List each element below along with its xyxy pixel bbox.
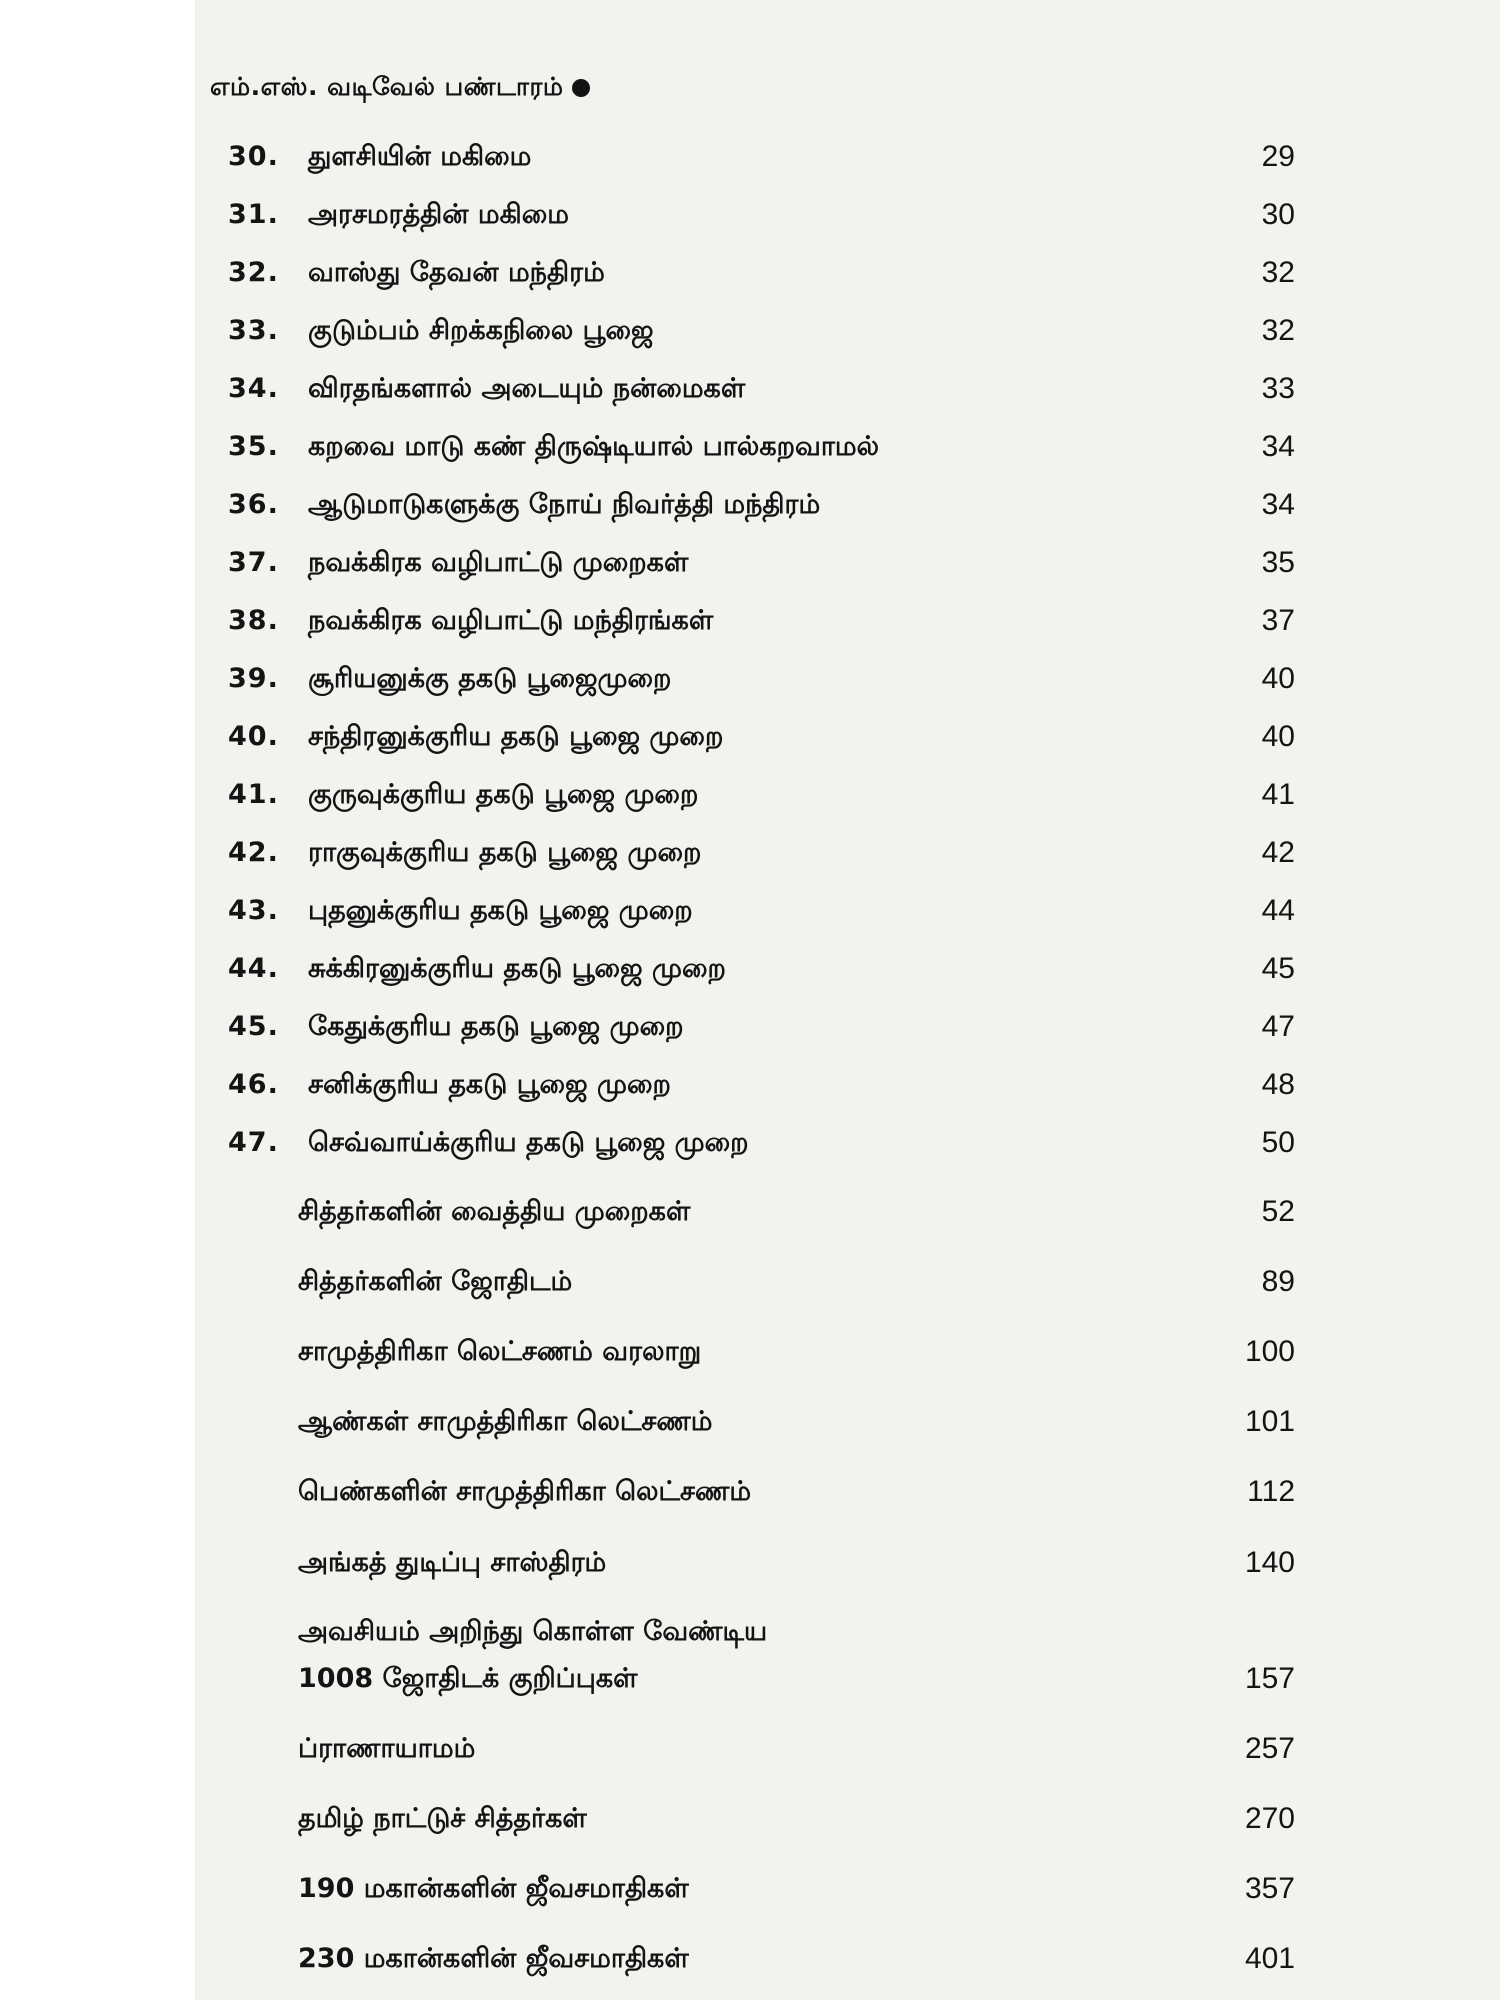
entry-title: ப்ராணாயாமம் [298,1733,476,1764]
entry-title: அரசமரத்தின் மகிமை [308,199,569,230]
entry-number: 46. [228,1069,279,1100]
entry-page: 40 [1261,662,1295,695]
entry-page: 52 [1261,1195,1295,1228]
entry-number: 38. [228,605,279,636]
entry-number: 35. [228,431,279,462]
toc-entry-samudrika-men [0,1400,1500,1444]
entry-page: 30 [1261,198,1295,231]
entry-title: ஆடுமாடுகளுக்கு நோய் நிவர்த்தி மந்திரம் [308,489,821,520]
toc-entry-31 [0,193,1500,237]
entry-page: 34 [1261,430,1295,463]
entry-title: சனிக்குரிய தகடு பூஜை முறை [308,1069,671,1100]
entry-number: 33. [228,315,279,346]
toc-entry-44 [0,947,1500,991]
toc-entry-samudrika-women [0,1470,1500,1514]
entry-page: 48 [1261,1068,1295,1101]
entry-title: ராகுவுக்குரிய தகடு பூஜை முறை [308,837,702,868]
entry-page: 41 [1261,778,1295,811]
entry-page: 50 [1261,1126,1295,1159]
entry-title: சந்திரனுக்குரிய தகடு பூஜை முறை [308,721,724,752]
entry-page: 42 [1261,836,1295,869]
toc-entry-46 [0,1063,1500,1107]
toc-entry-36 [0,483,1500,527]
entry-page: 270 [1244,1802,1295,1835]
entry-number: 36. [228,489,279,520]
toc-entry-190-jeevasamadhi [0,1867,1500,1911]
toc-entry-jothida-notes-line2 [0,1657,1500,1701]
entry-title: கறவை மாடு கண் திருஷ்டியால் பால்கறவாமல் [308,431,880,462]
entry-title: சித்தர்களின் ஜோதிடம் [298,1266,573,1297]
entry-number: 31. [228,199,279,230]
entry-page: 34 [1261,488,1295,521]
toc-entry-samudrika-history [0,1330,1500,1374]
toc-entry-37 [0,541,1500,585]
entry-page: 35 [1261,546,1295,579]
entry-title: செவ்வாய்க்குரிய தகடு பூஜை முறை [308,1127,749,1158]
toc-entry-tamil-siddhars [0,1797,1500,1841]
toc-entry-40 [0,715,1500,759]
toc-entry-41 [0,773,1500,817]
entry-title: 230 மகான்களின் ஜீவசமாதிகள் [298,1943,689,1974]
entry-page: 257 [1244,1732,1295,1765]
entry-number: 45. [228,1011,279,1042]
toc-entry-siddhar-medicine [0,1190,1500,1234]
entry-page: 37 [1261,604,1295,637]
entry-page: 32 [1261,314,1295,347]
toc-entry-39 [0,657,1500,701]
entry-title: ஆண்கள் சாமுத்திரிகா லெட்சணம் [298,1406,713,1437]
toc-entry-38 [0,599,1500,643]
entry-number: 43. [228,895,279,926]
entry-page: 112 [1247,1475,1295,1508]
toc-entry-32 [0,251,1500,295]
toc-entry-43 [0,889,1500,933]
toc-entry-30 [0,135,1500,179]
toc-entry-siddhar-astrology [0,1260,1500,1304]
entry-number: 34. [228,373,279,404]
toc-entry-47 [0,1121,1500,1165]
entry-page: 44 [1261,894,1295,927]
entry-page: 45 [1261,952,1295,985]
entry-page: 32 [1261,256,1295,289]
entry-page: 100 [1244,1335,1295,1368]
entry-title: அங்கத் துடிப்பு சாஸ்திரம் [298,1547,607,1578]
toc-entry-anga-thudippu [0,1541,1500,1585]
entry-number: 44. [228,953,279,984]
entry-title: கேதுக்குரிய தகடு பூஜை முறை [308,1011,684,1042]
entry-title: புதனுக்குரிய தகடு பூஜை முறை [308,895,693,926]
entry-title: நவக்கிரக வழிபாட்டு முறைகள் [308,547,689,578]
entry-page: 157 [1244,1662,1295,1695]
entry-page: 140 [1244,1546,1295,1579]
entry-title: துளசியின் மகிமை [308,141,532,172]
entry-number: 32. [228,257,279,288]
entry-title-line2: 1008 ஜோதிடக் குறிப்புகள் [298,1663,638,1694]
toc-entry-pranayamam [0,1727,1500,1771]
entry-title: விரதங்களால் அடையும் நன்மைகள் [308,373,746,404]
toc-entry-jothida-notes-line1 [0,1610,1500,1654]
entry-page: 40 [1261,720,1295,753]
toc-entry-35 [0,425,1500,469]
toc-entry-230-jeevasamadhi [0,1937,1500,1981]
entry-number: 30. [228,141,279,172]
entry-title: சூரியனுக்கு தகடு பூஜைமுறை [308,663,672,694]
entry-page: 29 [1261,140,1295,173]
entry-title: சாமுத்திரிகா லெட்சணம் வரலாறு [298,1336,702,1367]
entry-title: வாஸ்து தேவன் மந்திரம் [308,257,605,288]
entry-page: 401 [1244,1942,1295,1975]
entry-page: 47 [1261,1010,1295,1043]
entry-title: பெண்களின் சாமுத்திரிகா லெட்சணம் [298,1476,752,1507]
entry-title: குடும்பம் சிறக்கநிலை பூஜை [308,315,654,346]
entry-title-line1: அவசியம் அறிந்து கொள்ள வேண்டிய [298,1616,768,1647]
entry-page: 33 [1261,372,1295,405]
toc-entry-45 [0,1005,1500,1049]
entry-page: 89 [1261,1265,1295,1298]
entry-number: 42. [228,837,279,868]
entry-title: தமிழ் நாட்டுச் சித்தர்கள் [298,1803,587,1834]
entry-number: 41. [228,779,279,810]
entry-page: 101 [1244,1405,1295,1438]
entry-title: சுக்கிரனுக்குரிய தகடு பூஜை முறை [308,953,726,984]
entry-title: நவக்கிரக வழிபாட்டு மந்திரங்கள் [308,605,714,636]
entry-number: 39. [228,663,279,694]
entry-number: 37. [228,547,279,578]
entry-number: 47. [228,1127,279,1158]
entry-number: 40. [228,721,279,752]
entry-title: 190 மகான்களின் ஜீவசமாதிகள் [298,1873,689,1904]
entry-page: 357 [1244,1872,1295,1905]
running-title: எம்.எஸ். வடிவேல் பண்டாரம் [210,72,564,101]
toc-entry-34 [0,367,1500,411]
entry-title: சித்தர்களின் வைத்திய முறைகள் [298,1196,691,1227]
entry-title: குருவுக்குரிய தகடு பூஜை முறை [308,779,699,810]
toc-entry-42 [0,831,1500,875]
toc-entry-33 [0,309,1500,353]
